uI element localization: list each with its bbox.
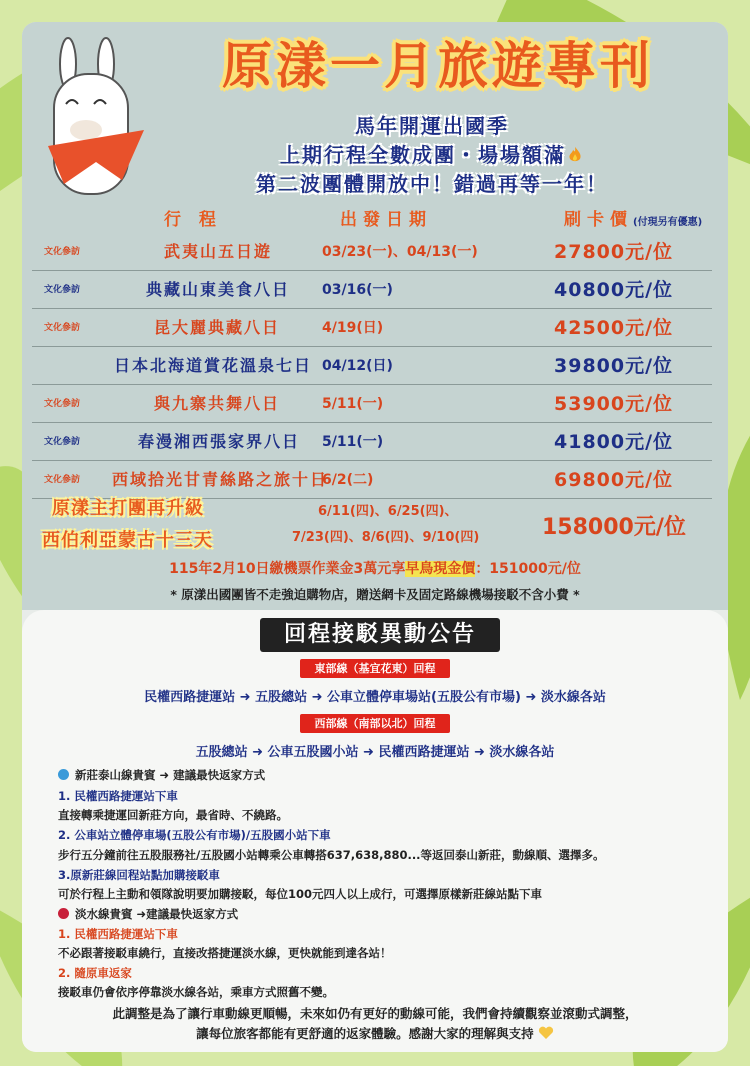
tour-name: 典藏山東美食八日 [146, 280, 291, 299]
tour-row [32, 386, 712, 420]
tour-tag: 文化參訪 [44, 437, 81, 447]
tour-tag: 文化參訪 [44, 323, 81, 333]
tour-name: 西域拾光甘青絲路之旅十日 [112, 470, 329, 489]
tour-row [32, 272, 712, 306]
tamsui-option-2-heading: 2. 隨原車返家 [58, 966, 132, 980]
xinzhuang-option-2-heading: 2. 公車站立體停車場(五股公有市場)/五股國小站下車 [58, 828, 331, 842]
xinzhuang-option-1-text: 直接轉乘捷運回新莊方向，最省時、不繞路。 [58, 808, 288, 822]
featured-price: 158000元/位 [542, 515, 686, 540]
xinzhuang-option-2-text: 步行五分鐘前往五股服務社/五股國小站轉乘公車轉搭637,638,880...等返回泰山新莊，動線順、選擇多。 [58, 848, 605, 862]
east-line-label: 東部線（基宜花東）回程 [300, 659, 450, 678]
tour-row [32, 424, 712, 458]
xinzhuang-option-3-heading: 3.原新莊線回程站點加購接駁車 [58, 868, 220, 882]
tour-price: 41800元/位 [554, 431, 674, 453]
tamsui-option-1-heading: 1. 民權西路捷運站下車 [58, 927, 178, 941]
blue-dot-icon [58, 769, 69, 780]
tour-row [32, 462, 712, 496]
xinzhuang-option-3-text: 可於行程上主動和領隊說明要加購接駁，每位100元四人以上成行，可選擇原樣新莊線站點下車 [58, 887, 543, 901]
row-divider [32, 384, 712, 385]
tour-date: 03/23(一)、04/13(一) [322, 244, 478, 260]
tamsui-option-2-text: 接駁車仍會依序停靠淡水線各站，乘車方式照舊不變。 [58, 985, 334, 999]
east-line-route: 民權西路捷運站 ➜ 五股總站 ➜ 公車立體停車場站(五股公有市場) ➜ 淡水線各站 [144, 690, 606, 705]
header-departure-date: 出發日期 [340, 210, 432, 230]
subtitle-line-3: 第二波團體開放中！錯過再等一年！ [256, 172, 608, 196]
tour-price: 69800元/位 [554, 469, 674, 491]
tour-price: 42500元/位 [554, 317, 674, 339]
fire-icon [566, 146, 584, 164]
tour-row [32, 234, 712, 268]
tour-name: 昆大麗典藏八日 [154, 318, 281, 337]
early-bird-offer: 115年2月10日繳機票作業金3萬元享早鳥現金價：151000元/位 [169, 561, 581, 577]
llama-mascot-icon [36, 34, 156, 214]
tour-date: 6/2(二) [322, 472, 374, 488]
closing-line-1: 此調整是為了讓行車動線更順暢，未來如仍有更好的動線可能，我們會持續觀察並滾動式調整， [112, 1006, 638, 1021]
west-line-route: 五股總站 ➜ 公車五股國小站 ➜ 民權西路捷運站 ➜ 淡水線各站 [195, 745, 555, 760]
tour-date: 5/11(一) [322, 434, 384, 450]
tour-price: 53900元/位 [554, 393, 674, 415]
tour-name: 春漫湘西張家界八日 [138, 432, 301, 451]
featured-tour-line-1: 原漾主打團再升級 [52, 498, 204, 519]
tour-tag: 文化參訪 [44, 247, 81, 257]
row-divider [32, 460, 712, 461]
tour-date: 03/16(一) [322, 282, 393, 298]
subtitle-line-2: 上期行程全數成團・場場額滿 [142, 139, 722, 168]
tour-tag: 文化參訪 [44, 285, 81, 295]
tamsui-section-title: 淡水線貴賓 ➜建議最快返家方式 [58, 906, 238, 922]
featured-tour-line-2: 西伯利亞蒙古十三天 [42, 530, 213, 551]
row-divider [32, 422, 712, 423]
tour-price: 40800元/位 [554, 279, 674, 301]
header-price: 刷卡價(付現另有優惠) [564, 210, 703, 230]
tour-price: 27800元/位 [554, 241, 674, 263]
page-title: 原漾一月旅遊專刊 [222, 36, 654, 95]
xinzhuang-section-title: 新莊泰山線貴賓 ➜ 建議最快返家方式 [58, 767, 265, 783]
tour-price: 39800元/位 [554, 355, 674, 377]
shuttle-title: 回程接駁異動公告 [260, 618, 500, 652]
tour-name: 日本北海道賞花溫泉七日 [114, 356, 313, 375]
red-dot-icon [58, 908, 69, 919]
tamsui-option-1-text: 不必跟著接駁車繞行，直接改搭捷運淡水線，更快就能到達各站！ [58, 946, 392, 960]
tour-date: 5/11(一) [322, 396, 384, 412]
tour-tag: 文化參訪 [44, 475, 81, 485]
featured-dates-2: 7/23(四)、8/6(四)、9/10(四) [292, 530, 480, 545]
row-divider [32, 308, 712, 309]
tour-tag: 文化參訪 [44, 399, 81, 409]
subtitle-line-1: 馬年開運出國季 [355, 114, 509, 138]
flyer-card [22, 22, 728, 1052]
tour-name: 與九寨共舞八日 [154, 394, 281, 413]
west-line-label: 西部線（南部以北）回程 [300, 714, 450, 733]
tour-row [32, 310, 712, 344]
shopping-notice: * 原漾出國團皆不走強迫購物店，贈送網卡及固定路線機場接駁不含小費 * [170, 587, 580, 602]
heart-icon [538, 1026, 554, 1040]
row-divider [32, 346, 712, 347]
tour-row [32, 348, 712, 382]
row-divider [32, 270, 712, 271]
tour-name: 武夷山五日遊 [164, 242, 273, 261]
closing-line-2: 讓每位旅客都能有更舒適的返家體驗。感謝大家的理解與支持 [22, 1024, 728, 1042]
header-itinerary: 行 程 [164, 210, 222, 230]
tour-date: 04/12(日) [322, 358, 393, 374]
xinzhuang-option-1-heading: 1. 民權西路捷運站下車 [58, 789, 178, 803]
tour-date: 4/19(日) [322, 320, 384, 336]
featured-dates-1: 6/11(四)、6/25(四)、 [318, 504, 458, 519]
